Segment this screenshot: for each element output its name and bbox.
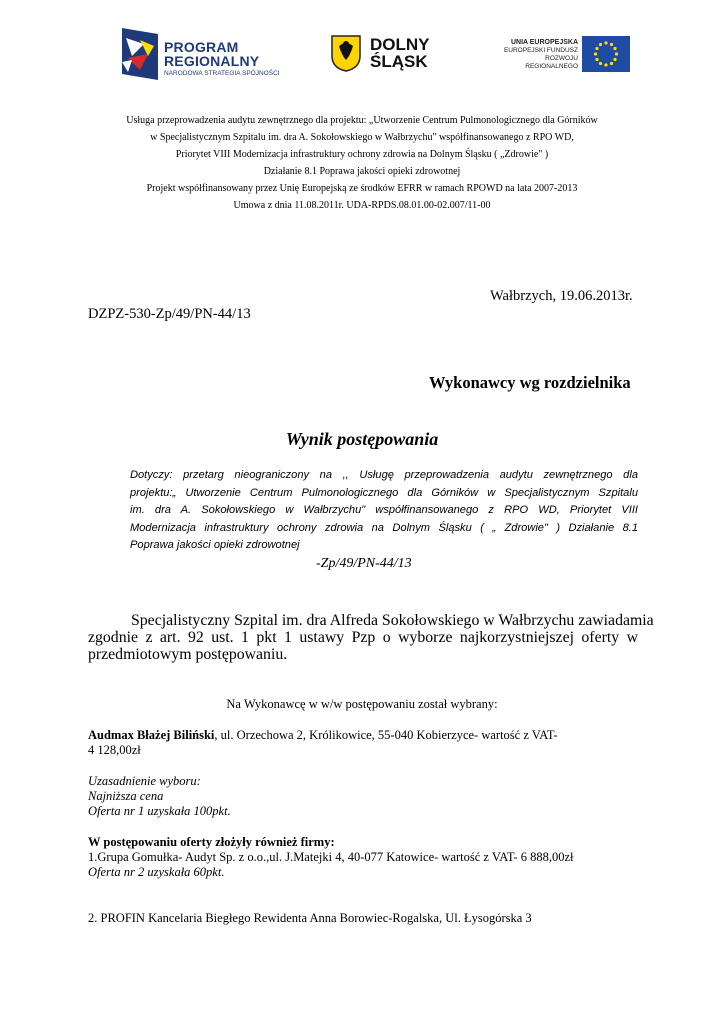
- winner-address: , ul. Orzechowa 2, Królikowice, 55-040 Kobierzyce- wartość z VAT-: [214, 728, 558, 742]
- justification-label: Uzasadnienie wyboru:: [88, 774, 201, 788]
- addressee: Wykonawcy wg rozdzielnika: [429, 373, 631, 392]
- dolny-line1: DOLNY: [370, 35, 430, 54]
- dotyczy-line: Poprawa jakości opieki zdrowotnej: [130, 539, 300, 551]
- ue-line3: ROZWOJU REGIONALNEGO: [525, 55, 578, 70]
- winner-name: Audmax Błażej Biliński: [88, 728, 215, 742]
- dolny-slask-logo: [330, 34, 450, 74]
- project-header: [0, 112, 724, 214]
- header-line: w Specjalistycznym Szpitalu im. dra A. Sokołowskiego w Wałbrzychu" współfinansowanego z RPO WD,: [150, 132, 574, 143]
- eu-logo: [500, 36, 632, 74]
- body-line: Specjalistyczny Szpital im. dra Alfreda Sokołowskiego w Wałbrzychu zawiadamia: [131, 612, 654, 629]
- ue-line1: UNIA EUROPEJSKA: [510, 39, 578, 46]
- dotyczy-block: [130, 467, 638, 555]
- dolny-slask-eagle-icon: [330, 34, 362, 72]
- case-number: -Zp/49/PN-44/13: [316, 556, 412, 571]
- eu-flag-icon: [582, 36, 630, 72]
- header-line: Działanie 8.1 Poprawa jakości opieki zdrowotnej: [263, 166, 461, 177]
- reference-number: DZPZ-530-Zp/49/PN-44/13: [88, 306, 251, 322]
- dotyczy-line: im. dra A. Sokołowskiego w Wałbrzychu" współfinansowanego z RPO WD, Priorytet VIII: [130, 504, 638, 516]
- document-title: Wynik postępowania: [285, 429, 439, 449]
- body-line: zgodnie z art. 92 ust. 1 pkt 1 ustawy Pzp o wyborze najkorzystniejszej oferty w: [88, 629, 638, 646]
- winner-intro: Na Wykonawcę w w/w postępowaniu został wybrany:: [226, 697, 498, 711]
- winner-line: [88, 728, 558, 743]
- dolny-line2: ŚLĄSK: [370, 52, 428, 71]
- ue-line2: EUROPEJSKI FUNDUSZ: [503, 47, 578, 54]
- program-regionalny-emblem-icon: [118, 26, 162, 82]
- header-line: Priorytet VIII Modernizacja infrastruktury ochrony zdrowia na Dolnym Śląsku ( „Zdrowie" ): [175, 149, 549, 160]
- header-line: Umowa z dnia 11.08.2011r. UDA-RPDS.08.01.00-02.007/11-00: [233, 200, 491, 211]
- body-paragraph: [88, 612, 654, 663]
- header-line: Usługa przeprowadzenia audytu zewnętrznego dla projektu: „Utworzenie Centrum Pulmonologicznego dla Górników: [126, 115, 598, 126]
- justification-reason: Najniższa cena: [88, 789, 164, 803]
- program-sub: NARODOWA STRATEGIA SPÓJNOŚCI: [164, 70, 280, 77]
- justification-score: Oferta nr 1 uzyskała 100pkt.: [88, 804, 231, 818]
- program-regionalny-logo: [118, 26, 298, 82]
- program-line1: PROGRAM: [164, 39, 239, 55]
- winner-value: 4 128,00zł: [88, 743, 141, 757]
- other-firm-2: 2. PROFIN Kancelaria Biegłego Rewidenta Anna Borowiec-Rogalska, Ul. Łysogórska 3: [88, 911, 532, 925]
- header-line: Projekt współfinansowany przez Unię Europejską ze środków EFRR w ramach RPOWD na lata 2007-2013: [146, 183, 578, 194]
- program-line2: REGIONALNY: [164, 53, 260, 69]
- dotyczy-line: Dotyczy: przetarg nieograniczony na ,, Usługę przeprowadzenia audytu zewnętrznego dla: [130, 469, 638, 481]
- date-line: Wałbrzych, 19.06.2013r.: [490, 288, 633, 304]
- body-line: przedmiotowym postępowaniu.: [88, 646, 288, 663]
- dotyczy-line: Modernizacja infrastruktury ochrony zdrowia na Dolnym Śląsku ( „ Zdrowie" ) Działanie 8.1: [130, 521, 638, 534]
- others-heading: W postępowaniu oferty złożyły również firmy:: [88, 835, 335, 849]
- dotyczy-line: projektu:„ Utworzenie Centrum Pulmonologicznego dla Górników w Specjalistycznym Szpitalu: [130, 486, 638, 499]
- other-firm-1-score: Oferta nr 2 uzyskała 60pkt.: [88, 865, 225, 879]
- other-firm-1: 1.Grupa Gomułka- Audyt Sp. z o.o.,ul. J.Matejki 4, 40-077 Katowice- wartość z VAT- 6 888,00zł: [88, 850, 574, 864]
